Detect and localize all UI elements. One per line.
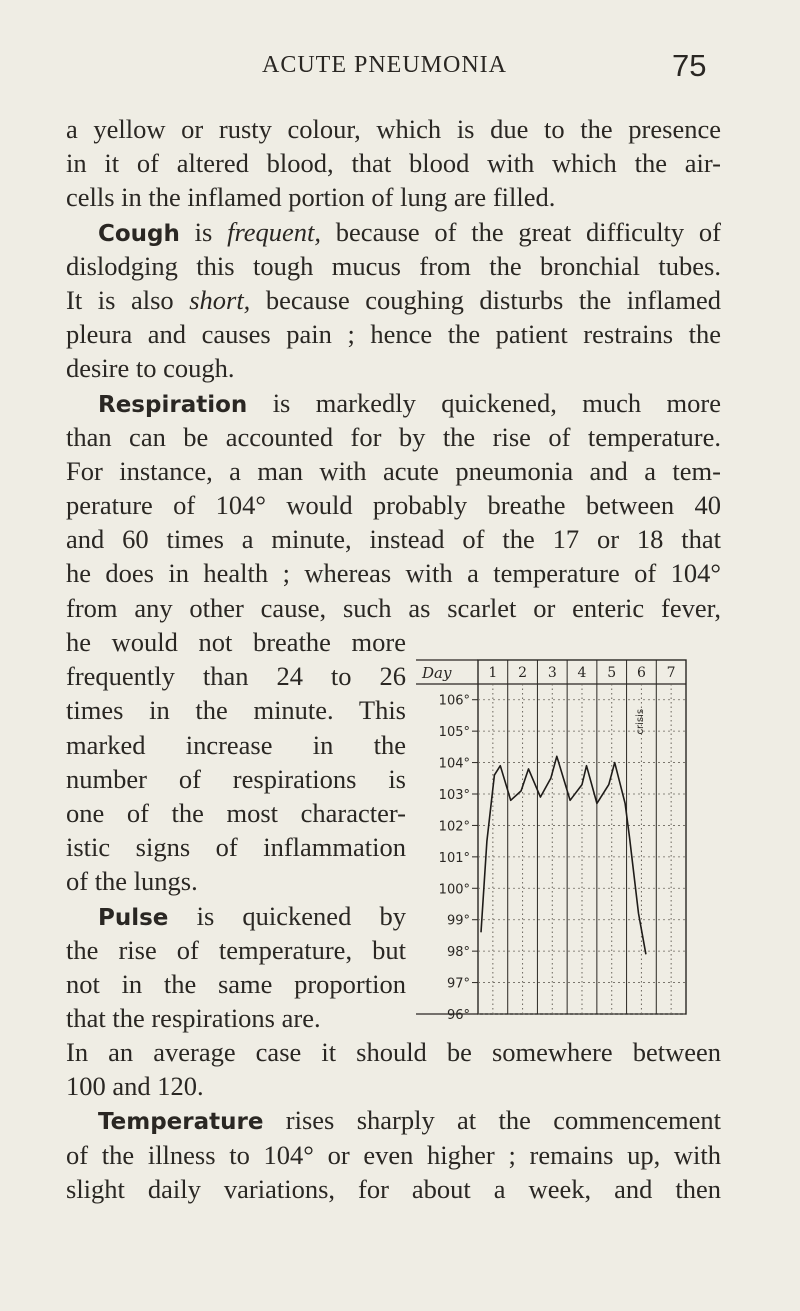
text-line: he does in health ; whereas with a temperature of 104° bbox=[66, 558, 721, 589]
text-line: the rise of temperature, but bbox=[66, 934, 406, 965]
body-text-top bbox=[66, 112, 721, 625]
text-line: from any other cause, such as scarlet or enteric fever, bbox=[66, 592, 721, 623]
degree-label: 102° bbox=[438, 819, 470, 835]
text-line: in it of altered blood, that blood with which the air- bbox=[66, 148, 721, 179]
text-line: slight daily variations, for about a week, and then bbox=[66, 1173, 721, 1204]
degree-label: 106° bbox=[438, 693, 470, 709]
degree-label: 97° bbox=[446, 976, 470, 992]
text-line: desire to cough. bbox=[66, 353, 235, 384]
degree-label: 105° bbox=[438, 725, 470, 741]
pulse-heading: Pulse bbox=[98, 904, 169, 931]
temperature-chart bbox=[408, 652, 693, 1022]
text-line: pleura and causes pain ; hence the patient restrains the bbox=[66, 319, 721, 350]
day-label: 7 bbox=[666, 665, 676, 681]
day-label: 1 bbox=[488, 665, 498, 681]
respiration-heading: Respiration bbox=[98, 391, 248, 418]
text-line: that the respirations are. bbox=[66, 1003, 321, 1034]
degree-label: 98° bbox=[446, 945, 470, 961]
temperature-curve bbox=[481, 756, 646, 954]
day-label: 2 bbox=[518, 665, 528, 681]
text-line: one of the most character- bbox=[66, 797, 406, 828]
text-line: marked increase in the bbox=[66, 729, 406, 760]
page-number: 75 bbox=[672, 48, 707, 83]
degree-label: 104° bbox=[438, 756, 470, 772]
pulse-line-1: Pulse is quickened by bbox=[98, 900, 406, 931]
text-line: not in the same proportion bbox=[66, 968, 406, 999]
text-line: dislodging this tough mucus from the bronchial tubes. bbox=[66, 250, 721, 281]
crisis-annotation: crisis bbox=[634, 708, 646, 735]
day-label: 3 bbox=[547, 665, 557, 681]
degree-label: 96° bbox=[446, 1008, 470, 1022]
degree-label: 99° bbox=[446, 913, 470, 929]
text-line: perature of 104° would probably breathe between 40 bbox=[66, 490, 721, 521]
text-line: times in the minute. This bbox=[66, 695, 406, 726]
temperature-line-1: Temperature rises sharply at the commencement bbox=[98, 1105, 721, 1136]
respiration-line-1: Respiration is markedly quickened, much more bbox=[98, 387, 721, 418]
running-title: ACUTE PNEUMONIA bbox=[262, 52, 507, 78]
frequent-word: frequent, bbox=[227, 216, 322, 247]
day-label: 4 bbox=[577, 665, 587, 681]
text-line: of the illness to 104° or even higher ; remains up, with bbox=[66, 1139, 721, 1170]
temperature-heading: Temperature bbox=[98, 1109, 264, 1136]
body-text-bottom bbox=[66, 1035, 721, 1206]
cough-line-1: Cough is frequent, because of the great difficulty of bbox=[98, 216, 721, 247]
text-line: In an average case it should be somewhere between bbox=[66, 1037, 721, 1067]
text-line: number of respirations is bbox=[66, 763, 406, 794]
cough-heading: Cough bbox=[98, 220, 180, 247]
running-header bbox=[0, 48, 800, 88]
text-line: frequently than 24 to 26 bbox=[66, 661, 406, 692]
text-line: he would not breathe more bbox=[66, 627, 406, 657]
cough-line-3: It is also short, because coughing disturbs the inflamed bbox=[66, 284, 721, 315]
text-line: istic signs of inflammation bbox=[66, 832, 406, 863]
day-label: 6 bbox=[636, 665, 646, 681]
body-text-narrow bbox=[66, 625, 406, 1035]
degree-label: 101° bbox=[438, 850, 470, 866]
text-line: cells in the inflamed portion of lung are filled. bbox=[66, 182, 556, 213]
degree-label: 100° bbox=[438, 882, 470, 898]
text-line: For instance, a man with acute pneumonia and a tem- bbox=[66, 455, 721, 486]
short-word: short, bbox=[189, 284, 251, 315]
text-line: of the lungs. bbox=[66, 866, 198, 897]
text-line: 100 and 120. bbox=[66, 1071, 204, 1102]
day-header: Day bbox=[422, 664, 452, 682]
text-line: and 60 times a minute, instead of the 17 or 18 that bbox=[66, 524, 721, 555]
day-label: 5 bbox=[607, 665, 617, 681]
degree-label: 103° bbox=[438, 788, 470, 803]
text-line: a yellow or rusty colour, which is due to the presence bbox=[66, 114, 721, 144]
text-line: than can be accounted for by the rise of temperature. bbox=[66, 421, 721, 452]
